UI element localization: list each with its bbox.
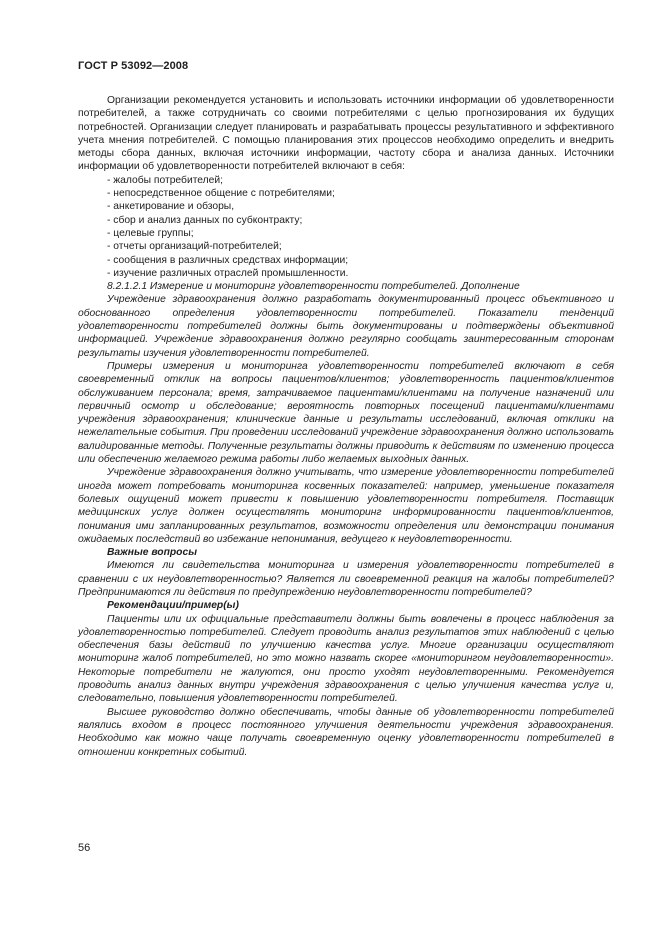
- paragraph: Высшее руководство должно обеспечивать, чтобы данные об удовлетворенности потребителей являлись входом в процесс постоянного улучшения деятельности учреждения здравоохранения. Необходимо как можно чаще получать своевременную оценку удовлетворенности потребителей в отношении конкретных событий.: [78, 706, 614, 758]
- page-number: 56: [78, 842, 91, 854]
- document-body: [78, 94, 614, 759]
- questions-paragraph: Имеются ли свидетельства мониторинга и измерения удовлетворенности потребителей в сравнении с их неудовлетворенностью? Является ли своевременной реакция на жалобы потребителей? Предпринимаются ли действия по предупреждению неудовлетворенности потребителей?: [78, 560, 614, 598]
- list-item: - изучение различных отраслей промышленности.: [107, 267, 349, 279]
- intro-paragraph: Организации рекомендуется установить и использовать источники информации об удовлетворенности потребителей, а также сотрудничать со своими потребителями с целью прогнозирования их будущих потребностей. Организации следует планировать и разрабатывать процессы результативного и эффективного учета мнения потребителей. С помощью планирования этих процессов необходимо определить и внедрить методы сбора данных, включая источники информации, частоту сбора и анализа данных. Источники информации об удовлетворенности потребителей включают в себя:: [78, 95, 614, 173]
- list-item: - целевые группы;: [107, 227, 194, 239]
- paragraph: Учреждение здравоохранения должно разработать документированный процесс объективного и обоснованного определения удовлетворенности потребителей. Показатели тенденций удовлетворенности потребителей должны быть документированы и подтверждены объективной информацией. Учреждение здравоохранения должно регулярно сообщать заинтересованным сторонам результаты изучения удовлетворенности потребителей.: [78, 294, 614, 359]
- paragraph: Примеры измерения и мониторинга удовлетворенности потребителей включают в себя своевременный отклик на вопросы пациентов/клиентов; удовлетворенность пациентов/клиентов обслуживанием персонала; время, затрачиваемое пациентами/клиентами на получение назначений или первичный осмотр и обследование; вероятность повторных посещений пациентами/клиентами учреждения здравоохранения; клинические данные и результаты исследований, включая отклики на нежелательные события. При проведении исследований учреждение здравоохранения должно использовать валидированные методы. Полученные результаты должны приводить к действиям по изменению процесса или обеспечению желаемого режима работы либо желаемых выходных данных.: [78, 360, 614, 466]
- list-item: - отчеты организаций-потребителей;: [107, 241, 282, 253]
- list-item: - анкетирование и обзоры,: [107, 201, 235, 213]
- list-item: - непосредственное общение с потребителями;: [107, 188, 335, 200]
- sources-list: [78, 174, 614, 280]
- list-item: - сбор и анализ данных по субконтракту;: [107, 214, 303, 226]
- paragraph: Пациенты или их официальные представители должны быть вовлечены в процесс наблюдения за удовлетворенностью потребителей. Следует проводить анализ результатов этих наблюдений с целью обеспечения базы действий по улучшению качества услуг. Многие организации осуществляют мониторинг жалоб потребителей, но это можно назвать скорее «мониторингом неудовлетворенности». Некоторые потребители не жалуются, они просто уходят неудовлетворенными. Рекомендуется проводить анализ данных внутри учреждения здравоохранения с целью улучшения качества услуг и, следовательно, повышения удовлетворенности потребителей.: [78, 613, 614, 705]
- standard-title: ГОСТ Р 53092—2008: [78, 60, 189, 72]
- list-item: - сообщения в различных средствах информации;: [107, 254, 349, 266]
- section-heading: 8.2.1.2.1 Измерение и мониторинг удовлетворенности потребителей. Дополнение: [107, 281, 520, 293]
- questions-heading: Важные вопросы: [107, 547, 197, 559]
- recommendations-heading: Рекомендации/пример(ы): [107, 600, 239, 612]
- paragraph: Учреждение здравоохранения должно учитывать, что измерение удовлетворенности потребителей иногда может потребовать мониторинга косвенных показателей: например, уменьшение показателя болевых ощущений может привести к повышению удовлетворенности потребителя. Поставщик медицинских услуг должен осуществлять мониторинг информированности пациентов/клиентов, понимания ими запланированных результатов, возможности определения или демонстрации понимания ожидаемых последствий во избежание непонимания, ведущего к неудовлетворенности.: [78, 467, 614, 545]
- list-item: - жалобы потребителей;: [107, 174, 224, 186]
